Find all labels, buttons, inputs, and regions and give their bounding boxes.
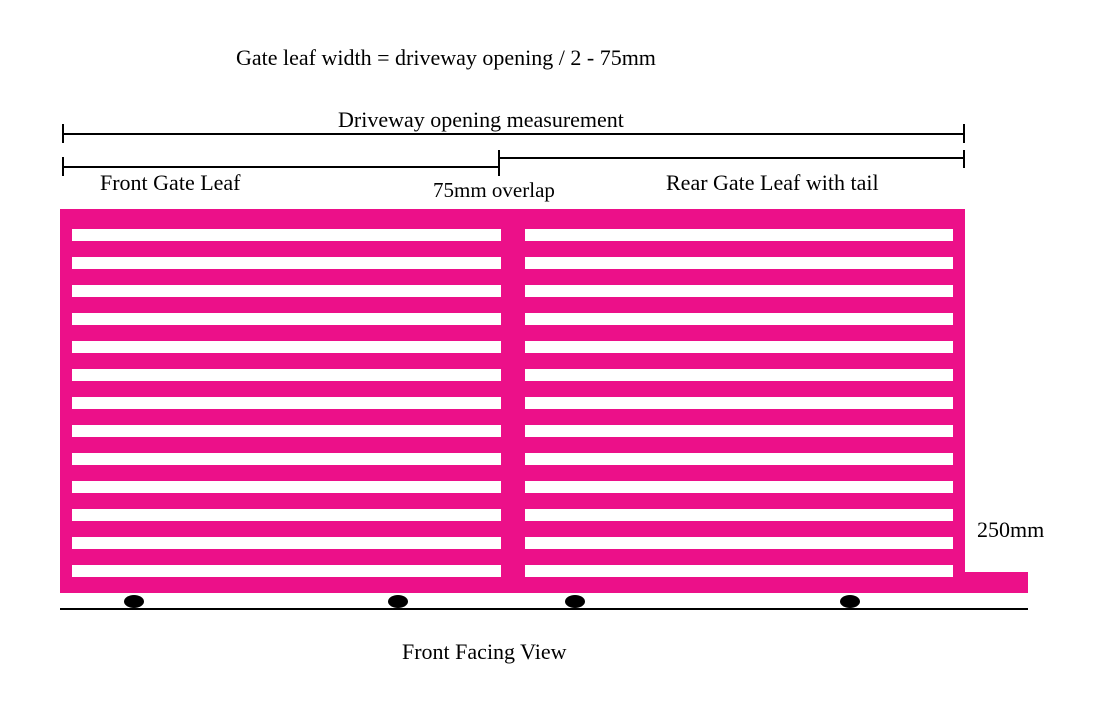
slat-gap bbox=[525, 425, 953, 437]
front-leaf-dimension-line bbox=[62, 166, 500, 168]
driveway-opening-label: Driveway opening measurement bbox=[338, 107, 624, 132]
overlap-dimension-line bbox=[498, 157, 965, 159]
wheel-3 bbox=[565, 595, 585, 608]
slat-gap bbox=[72, 341, 501, 353]
front-gate-leaf-panel bbox=[60, 209, 513, 593]
overlap-label: 75mm overlap bbox=[433, 178, 555, 202]
slat-gap bbox=[72, 509, 501, 521]
overlap-dimension-tick-left bbox=[498, 150, 500, 168]
slat-gap bbox=[72, 397, 501, 409]
title-formula: Gate leaf width = driveway opening / 2 - 75mm bbox=[236, 45, 656, 70]
slat-gap bbox=[525, 481, 953, 493]
wheel-2 bbox=[388, 595, 408, 608]
slat-gap bbox=[525, 257, 953, 269]
slat-gap bbox=[525, 453, 953, 465]
slat-gap bbox=[72, 453, 501, 465]
rear-gate-leaf-tail bbox=[963, 572, 1028, 593]
slat-gap bbox=[72, 537, 501, 549]
driveway-dimension-line bbox=[62, 133, 965, 135]
slat-gap bbox=[525, 397, 953, 409]
front-leaf-dimension-tick-left bbox=[62, 157, 64, 176]
slat-gap bbox=[525, 565, 953, 577]
slat-gap bbox=[72, 481, 501, 493]
ground-line bbox=[60, 608, 1028, 610]
slat-gap bbox=[72, 257, 501, 269]
slat-gap bbox=[72, 313, 501, 325]
wheel-1 bbox=[124, 595, 144, 608]
slat-gap bbox=[525, 285, 953, 297]
slat-gap bbox=[525, 229, 953, 241]
tail-height-label: 250mm bbox=[977, 517, 1045, 542]
slat-gap bbox=[72, 229, 501, 241]
rear-gate-leaf-label: Rear Gate Leaf with tail bbox=[666, 170, 879, 195]
slat-gap bbox=[72, 285, 501, 297]
wheel-4 bbox=[840, 595, 860, 608]
slat-gap bbox=[525, 537, 953, 549]
slat-gap bbox=[72, 425, 501, 437]
slat-gap bbox=[525, 509, 953, 521]
slat-gap bbox=[72, 369, 501, 381]
driveway-dimension-tick-left bbox=[62, 124, 64, 143]
rear-gate-leaf-panel bbox=[513, 209, 965, 593]
slat-gap bbox=[525, 369, 953, 381]
overlap-dimension-tick-right bbox=[963, 150, 965, 168]
front-gate-leaf-label: Front Gate Leaf bbox=[100, 170, 241, 195]
driveway-dimension-tick-right bbox=[963, 124, 965, 143]
diagram-caption: Front Facing View bbox=[402, 639, 567, 664]
slat-gap bbox=[525, 341, 953, 353]
slat-gap bbox=[525, 313, 953, 325]
slat-gap bbox=[72, 565, 501, 577]
